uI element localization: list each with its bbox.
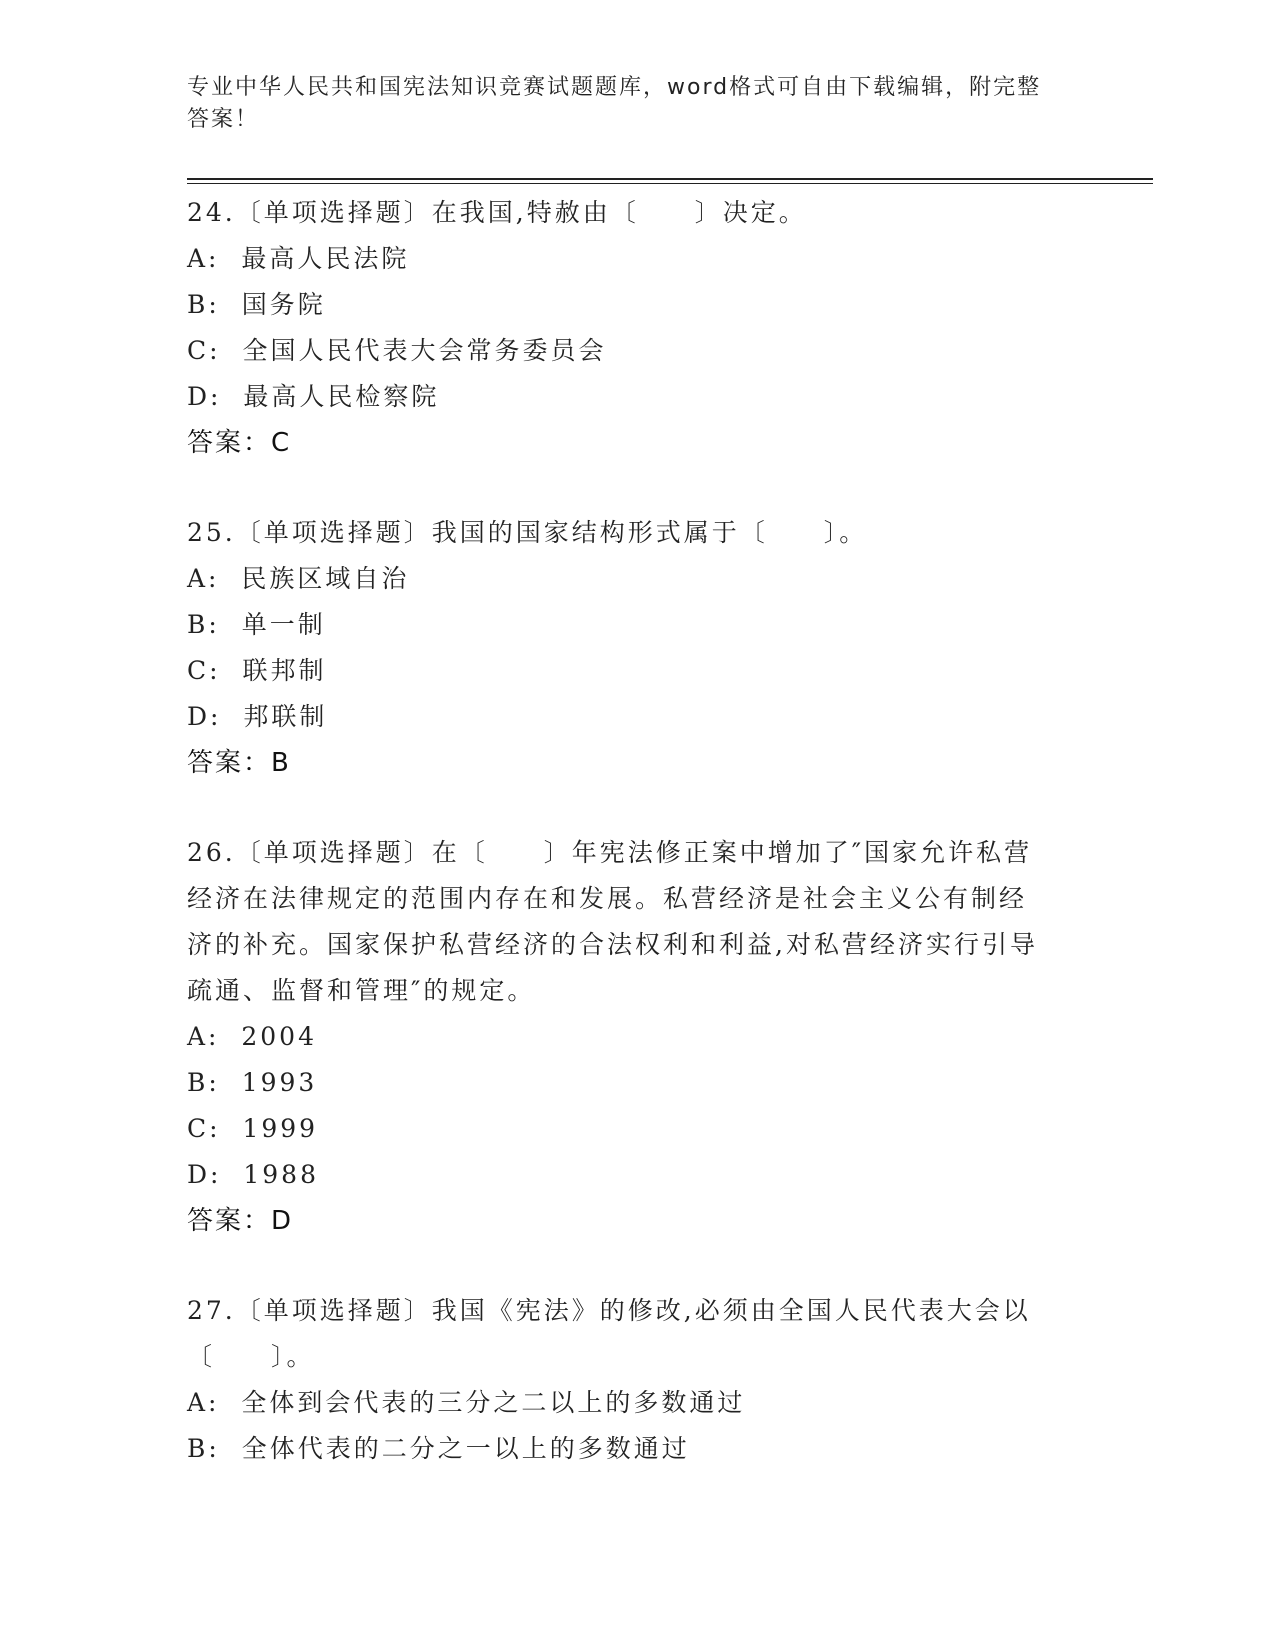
option-a: A: 全体到会代表的三分之二以上的多数通过 <box>187 1388 746 1417</box>
option-c: C: 联邦制 <box>187 656 327 685</box>
question-stem: 济的补充。国家保护私营经济的合法权利和利益,对私营经济实行引导 <box>187 930 1038 959</box>
question-27 <box>187 1288 1087 1472</box>
option-d: D: 邦联制 <box>187 702 328 731</box>
option-b: B: 单一制 <box>187 610 326 639</box>
question-stem: 经济在法律规定的范围内存在和发展。私营经济是社会主义公有制经 <box>187 884 1028 913</box>
question-25 <box>187 510 1087 786</box>
header-line-2: 答案！ <box>187 107 260 132</box>
option-a: A: 最高人民法院 <box>187 244 410 273</box>
header-line-1: 专业中华人民共和国宪法知识竞赛试题题库，word格式可自由下载编辑，附完整 <box>187 75 1042 100</box>
document-header <box>187 72 1077 136</box>
header-divider-thick <box>187 178 1153 180</box>
option-a: A: 2004 <box>187 1022 317 1051</box>
option-b: B: 国务院 <box>187 290 326 319</box>
answer: 答案：C <box>187 428 292 458</box>
question-list <box>187 190 1087 1516</box>
option-b: B: 全体代表的二分之一以上的多数通过 <box>187 1434 690 1463</box>
question-stem: 26.〔单项选择题〕在〔 〕年宪法修正案中增加了″国家允许私营 <box>187 838 1033 867</box>
question-stem: 24.〔单项选择题〕在我国,特赦由〔 〕决定。 <box>187 198 807 227</box>
question-stem: 〔 〕。 <box>187 1342 315 1371</box>
header-divider-thin <box>187 183 1153 184</box>
answer: 答案：B <box>187 748 291 778</box>
option-d: D: 最高人民检察院 <box>187 382 440 411</box>
question-26 <box>187 830 1087 1244</box>
question-stem: 27.〔单项选择题〕我国《宪法》的修改,必须由全国人民代表大会以 <box>187 1296 1031 1325</box>
option-a: A: 民族区域自治 <box>187 564 410 593</box>
option-d: D: 1988 <box>187 1160 319 1189</box>
question-24 <box>187 190 1087 466</box>
option-c: C: 全国人民代表大会常务委员会 <box>187 336 607 365</box>
question-stem: 疏通、监督和管理″的规定。 <box>187 976 536 1005</box>
question-stem: 25.〔单项选择题〕我国的国家结构形式属于〔 〕。 <box>187 518 868 547</box>
option-b: B: 1993 <box>187 1068 318 1097</box>
answer: 答案：D <box>187 1206 294 1236</box>
option-c: C: 1999 <box>187 1114 319 1143</box>
